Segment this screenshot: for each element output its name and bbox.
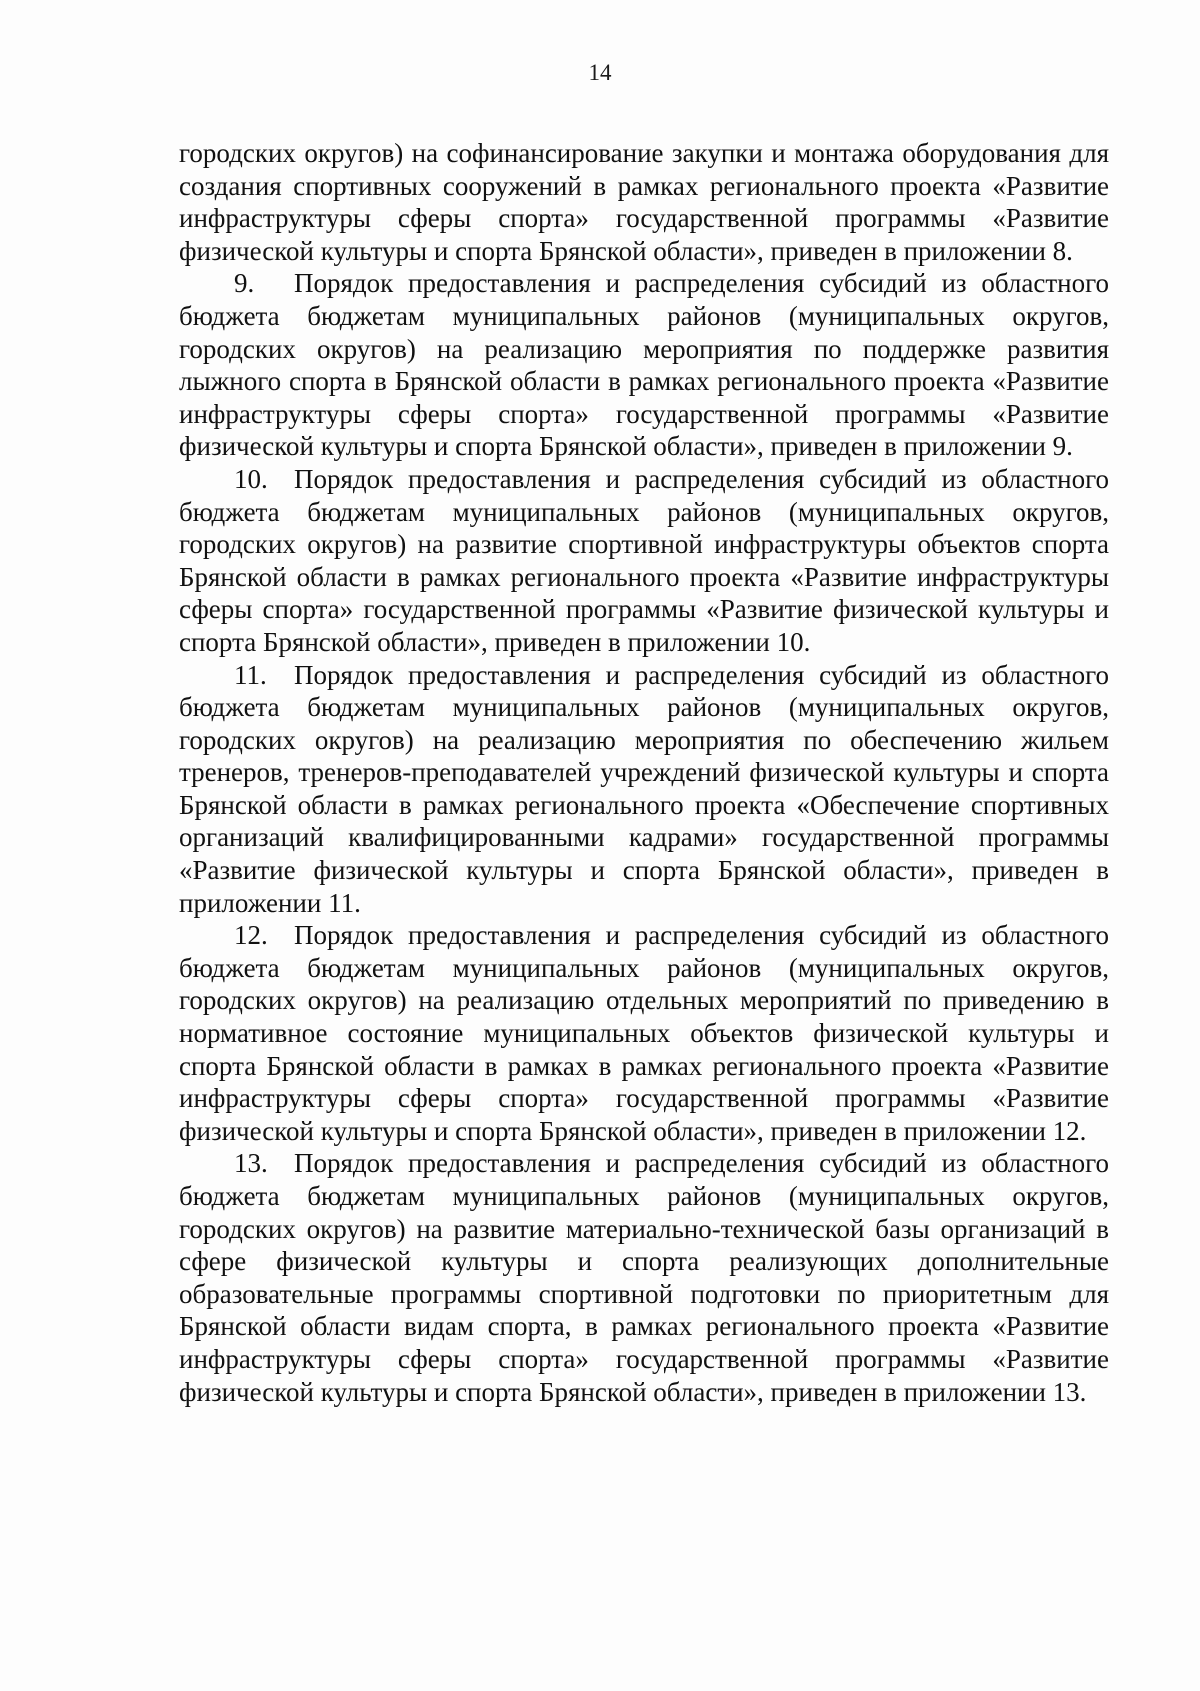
paragraph-continuation xyxy=(179,137,1109,267)
paragraph-number: 12. xyxy=(234,920,268,951)
page-number: 14 xyxy=(588,60,612,85)
paragraph-text: Порядок предоставления и распределения субсидий из областного бюджета бюджетам муниципальных районов (муниципальных округов, городских округов) на развитие спортивной инфраструктуры объектов спорта Брянской области в рамках регионального проекта «Развитие инфраструктуры сферы спорта» государственной программы «Развитие физической культуры и спорта Брянской области», приведен в приложении 10. xyxy=(179,463,1109,657)
paragraph-item-13 xyxy=(179,1147,1109,1408)
paragraph-text: Порядок предоставления и распределения субсидий из областного бюджета бюджетам муниципальных районов (муниципальных округов, городских округов) на реализацию мероприятия по поддержке развития лыжного спорта в Брянской области в рамках регионального проекта «Развитие инфраструктуры сферы спорта» государственной программы «Развитие физической культуры и спорта Брянской области», приведен в приложении 9. xyxy=(179,268,1109,462)
paragraph-item-11 xyxy=(179,659,1109,920)
paragraph-text: Порядок предоставления и распределения субсидий из областного бюджета бюджетам муниципальных районов (муниципальных округов, городских округов) на реализацию отдельных мероприятий по приведению в нормативное состояние муниципальных объектов физической культуры и спорта Брянской области в рамках в рамках регионального проекта «Развитие инфраструктуры сферы спорта» государственной программы «Развитие физической культуры и спорта Брянской области», приведен в приложении 12. xyxy=(179,920,1109,1146)
paragraph-text: городских округов) на софинансирование закупки и монтажа оборудования для создания спортивных сооружений в рамках регионального проекта «Развитие инфраструктуры сферы спорта» государственной программы «Развитие физической культуры и спорта Брянской области», приведен в приложении 8. xyxy=(179,138,1109,266)
paragraph-item-9 xyxy=(179,267,1109,463)
paragraph-item-10 xyxy=(179,463,1109,659)
paragraph-number: 13. xyxy=(234,1148,268,1179)
paragraph-number: 10. xyxy=(234,463,268,494)
paragraph-number: 9. xyxy=(234,268,255,299)
paragraph-text: Порядок предоставления и распределения субсидий из областного бюджета бюджетам муниципальных районов (муниципальных округов, городских округов) на реализацию мероприятия по обеспечению жильем тренеров, тренеров-преподавателей учреждений физической культуры и спорта Брянской области в рамках регионального проекта «Обеспечение спортивных организаций квалифицированными кадрами» государственной программы «Развитие физической культуры и спорта Брянской области», приведен в приложении 11. xyxy=(179,659,1109,918)
paragraph-number: 11. xyxy=(234,659,267,690)
paragraph-item-12 xyxy=(179,919,1109,1147)
document-body xyxy=(179,137,1109,1408)
paragraph-text: Порядок предоставления и распределения субсидий из областного бюджета бюджетам муниципальных районов (муниципальных округов, городских округов) на развитие материально-технической базы организаций в сфере физической культуры и спорта реализующих дополнительные образовательные программы спортивной подготовки по приоритетным для Брянской области видам спорта, в рамках регионального проекта «Развитие инфраструктуры сферы спорта» государственной программы «Развитие физической культуры и спорта Брянской области», приведен в приложении 13. xyxy=(179,1148,1109,1407)
